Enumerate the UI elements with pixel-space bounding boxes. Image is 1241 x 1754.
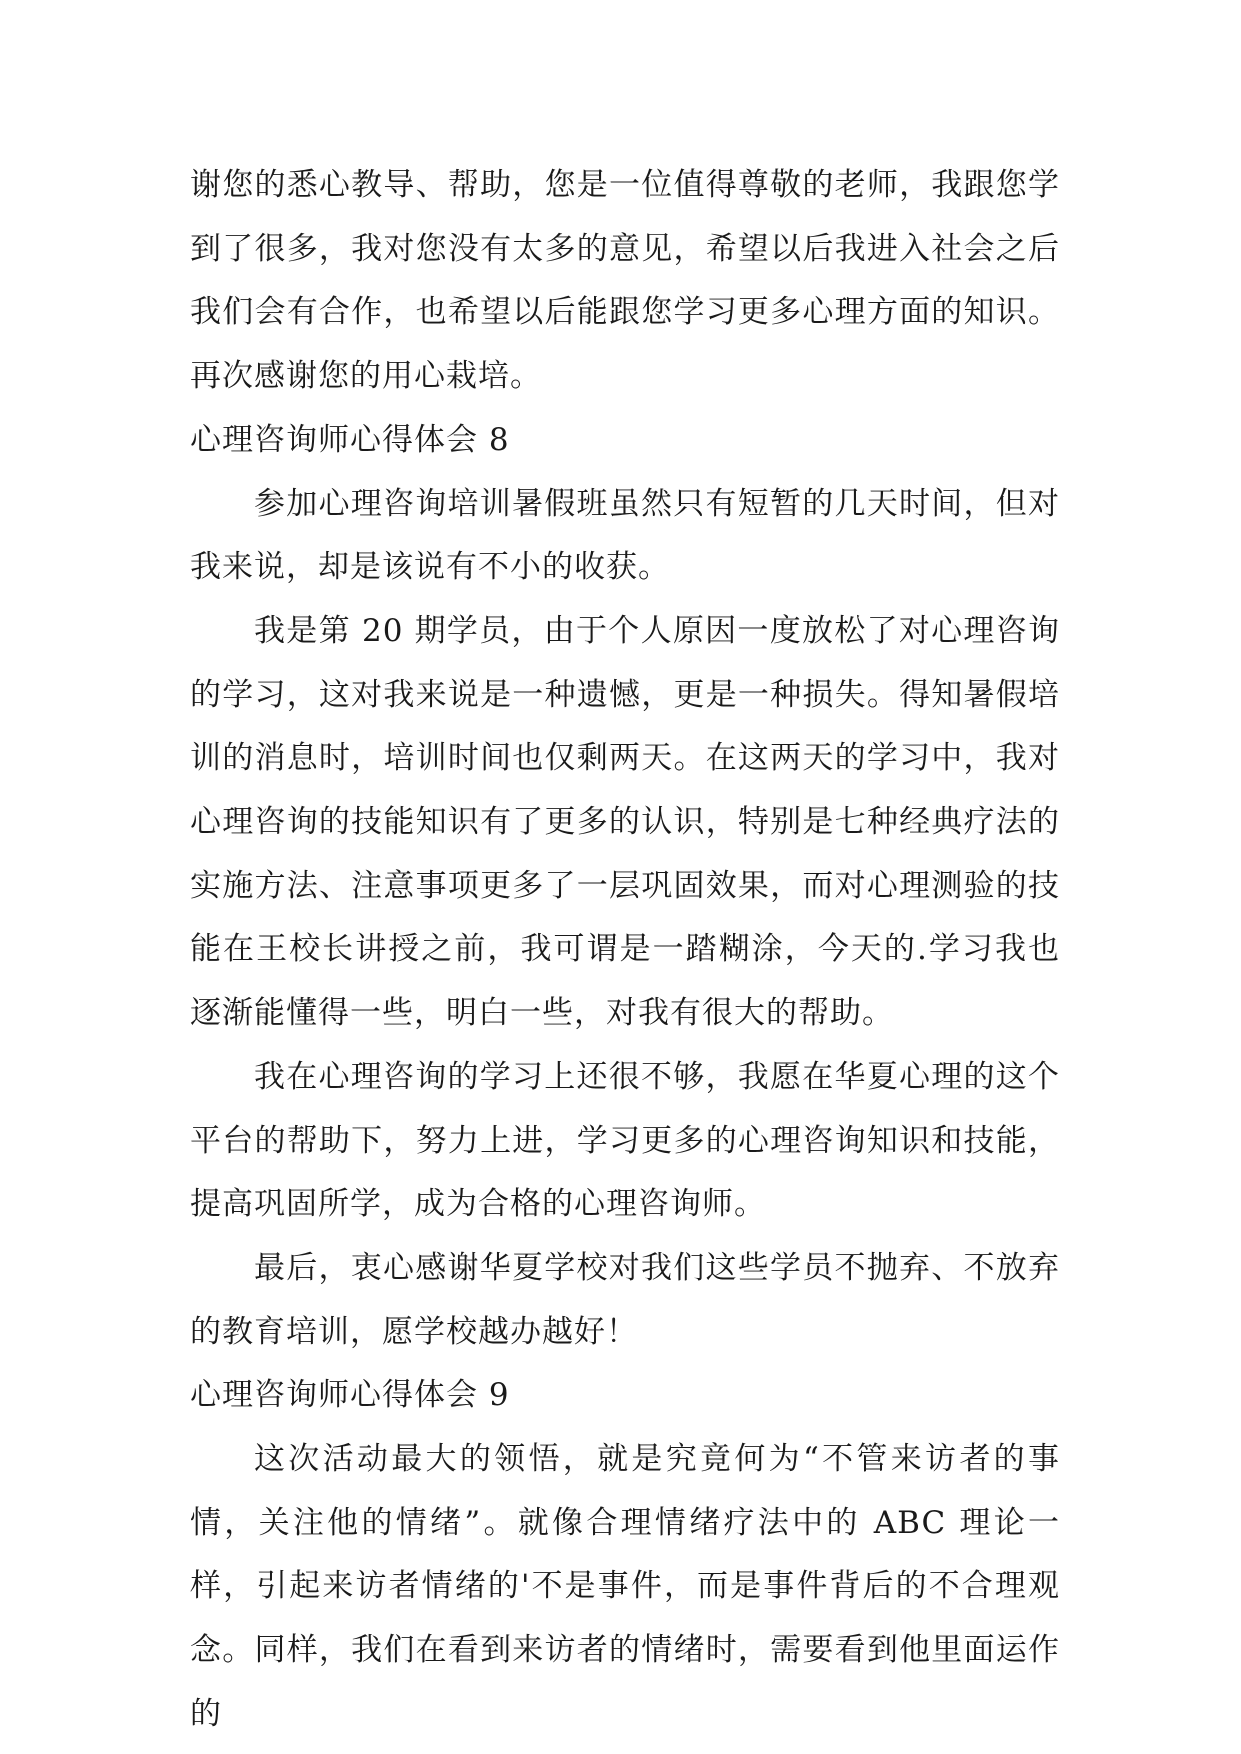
- paragraph: 这次活动最大的领悟，就是究竟何为“不管来访者的事情，关注他的情绪”。就像合理情绪疗法中的 ABC 理论一样，引起来访者情绪的'不是事件，而是事件背后的不合理观念。同样，我们在看到来访者的情绪时，需要看到他里面运作的: [190, 1441, 1060, 1732]
- paragraph: 我在心理咨询的学习上还很不够，我愿在华夏心理的这个平台的帮助下，努力上进，学习更多的心理咨询知识和技能，提高巩固所学，成为合格的心理咨询师。: [190, 1058, 1060, 1223]
- paragraph: 最后，衷心感谢华夏学校对我们这些学员不抛弃、不放弃的教育培训，愿学校越办越好！: [190, 1249, 1060, 1350]
- section-heading-9: 心理咨询师心得体会 9: [190, 1377, 510, 1414]
- paragraph-continuation: 谢您的悉心教导、帮助，您是一位值得尊敬的老师，我跟您学到了很多，我对您没有太多的意见，希望以后我进入社会之后我们会有合作，也希望以后能跟您学习更多心理方面的知识。再次感谢您的用心栽培。: [190, 167, 1060, 395]
- document-body: [190, 154, 1060, 1747]
- section-heading-8: 心理咨询师心得体会 8: [190, 421, 510, 458]
- paragraph: 我是第 20 期学员，由于个人原因一度放松了对心理咨询的学习，这对我来说是一种遗憾，更是一种损失。得知暑假培训的消息时，培训时间也仅剩两天。在这两天的学习中，我对心理咨询的技能知识有了更多的认识，特别是七种经典疗法的实施方法、注意事项更多了一层巩固效果，而对心理测验的技能在王校长讲授之前，我可谓是一踏糊涂，今天的.学习我也逐渐能懂得一些，明白一些，对我有很大的帮助。: [190, 612, 1060, 1032]
- paragraph: 参加心理咨询培训暑假班虽然只有短暂的几天时间，但对我来说，却是该说有不小的收获。: [190, 485, 1060, 586]
